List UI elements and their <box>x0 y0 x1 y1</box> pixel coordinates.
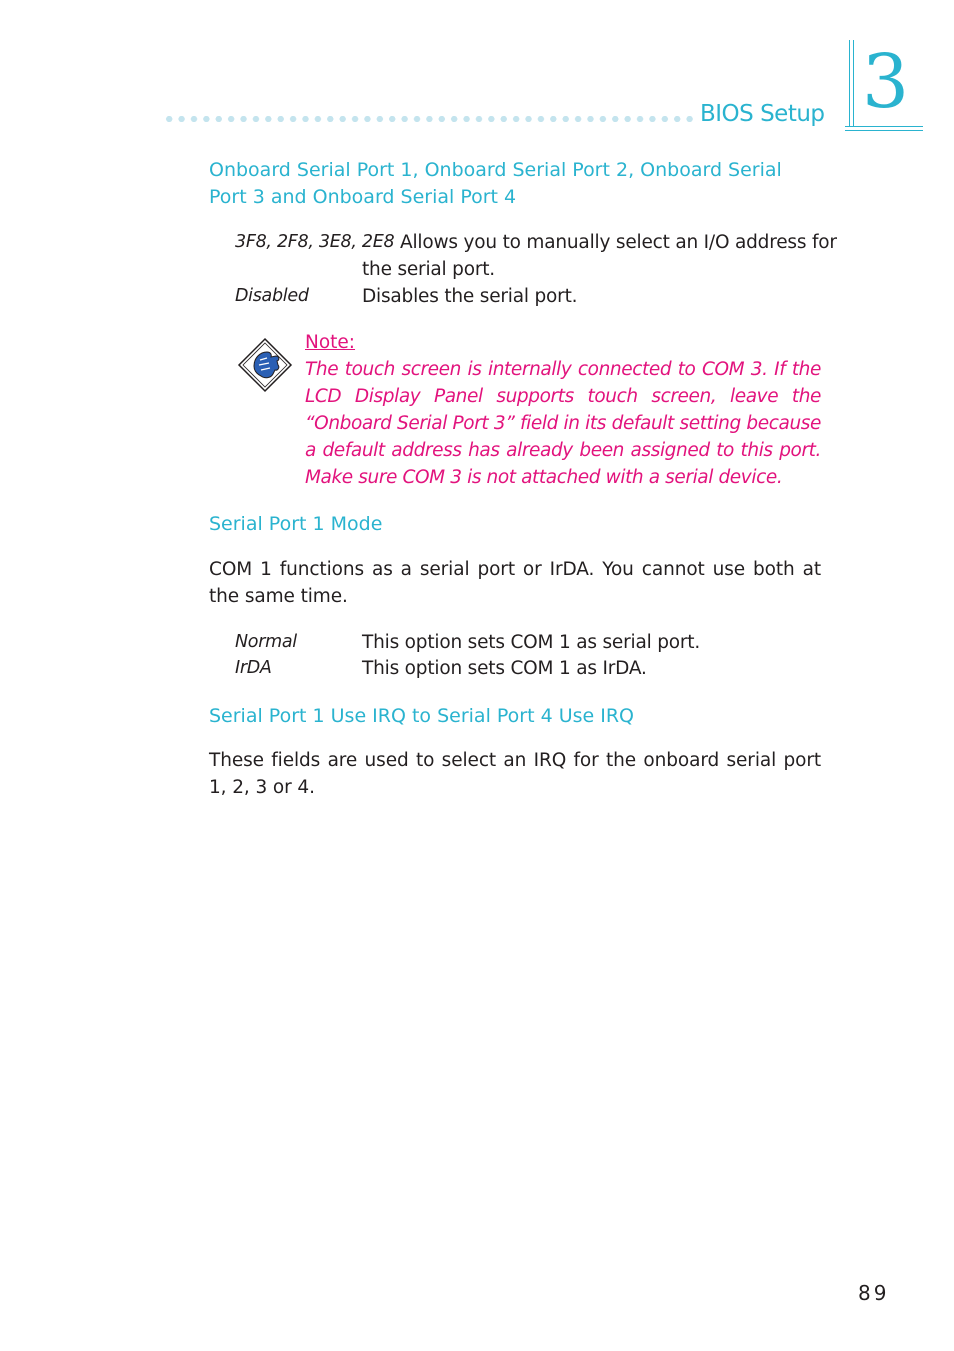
header-dotted-rule <box>163 114 693 124</box>
option-desc-normal: This option sets COM 1 as serial port. <box>362 632 701 653</box>
chapter-tab-vertical-line <box>849 40 854 130</box>
irq-body: These fields are used to select an IRQ for the onboard serial port 1, 2, 3 or 4. <box>209 750 821 798</box>
serial-ports-heading: Onboard Serial Port 1, Onboard Serial Port 2, Onboard Serial Port 3 and Onboard Serial Port 4 <box>209 159 782 208</box>
option-term-normal: Normal <box>235 632 297 652</box>
option-term-disabled: Disabled <box>235 286 309 306</box>
section-title: BIOS Setup <box>700 101 825 127</box>
note-body: The touch screen is internally connected to COM 3. If the LCD Display Panel supports touch screen, leave the “Onboard Serial Port 3” field in its default setting because a default address has already been assigned to this port. Make sure COM 3 is not attached with a serial device. <box>305 359 821 488</box>
option-desc-io-address-line1: Allows you to manually select an I/O address for <box>400 232 837 253</box>
mode-heading: Serial Port 1 Mode <box>209 513 383 535</box>
option-desc-io-address-line2: the serial port. <box>362 259 495 280</box>
option-desc-irda: This option sets COM 1 as IrDA. <box>362 658 647 679</box>
note-label: Note: <box>305 332 356 353</box>
chapter-number: 3 <box>862 39 910 125</box>
note-hand-icon <box>236 336 294 394</box>
option-desc-disabled: Disables the serial port. <box>362 286 578 307</box>
option-term-irda: IrDA <box>235 658 272 678</box>
page-number: 89 <box>858 1281 890 1305</box>
option-term-io-address: 3F8, 2F8, 3E8, 2E8 <box>235 232 395 252</box>
mode-body: COM 1 functions as a serial port or IrDA. You cannot use both at the same time. <box>209 559 821 607</box>
irq-heading: Serial Port 1 Use IRQ to Serial Port 4 Use IRQ <box>209 705 635 727</box>
chapter-tab-horizontal-line <box>845 126 923 131</box>
